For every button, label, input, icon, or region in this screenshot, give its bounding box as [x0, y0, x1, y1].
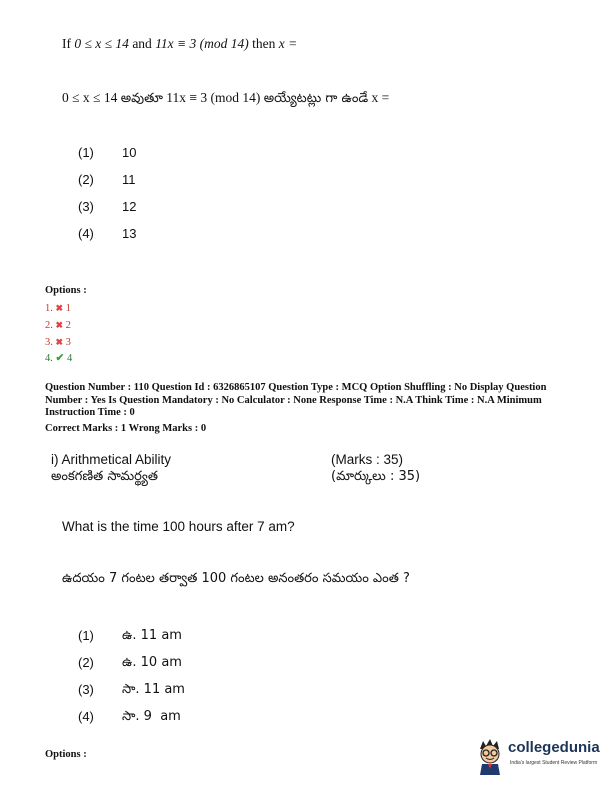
question-1-options	[78, 145, 136, 253]
answer-item-correct: 4. ✔ 4	[45, 353, 73, 364]
cross-icon: ✖	[55, 303, 64, 313]
answer-item: 2. ✖ 2	[45, 320, 71, 331]
collegedunia-logo	[474, 737, 604, 777]
question-1-telugu: 0 ≤ x ≤ 14 అవుతూ 11x ≡ 3 (mod 14) అయ్యేటట్లు గా ఉండే x =	[62, 90, 390, 106]
question-2-options	[78, 628, 185, 736]
check-icon: ✔	[55, 353, 65, 364]
logo-name: collegedunia	[508, 739, 600, 756]
logo-tagline: India's largest Student Review Platform	[510, 760, 598, 766]
option-row: (3) సా. 11 am	[78, 682, 185, 697]
answer-item: 1. ✖ 1	[45, 303, 71, 314]
section-title-english: i) Arithmetical Ability	[51, 452, 172, 467]
answer-item: 3. ✖ 3	[45, 337, 71, 348]
option-row: (1) 10	[78, 145, 137, 160]
options-heading-2: Options :	[45, 749, 87, 760]
option-row: (3) 12	[78, 199, 137, 214]
question-metadata: Question Number : 110 Question Id : 6326865107 Question Type : MCQ Option Shuffling : No Display Question Number : Yes Is Question Mandatory : No Calculator : None Response Time : N.A Think Time : N.A Minimum Instruction Time : 0 Correct Marks : 1 Wrong Marks : 0	[45, 382, 547, 434]
question-2-english: What is the time 100 hours after 7 am?	[62, 519, 295, 534]
option-row: (1) ఉ. 11 am	[78, 628, 182, 643]
question-1-english: If 0 ≤ x ≤ 14 and 11x ≡ 3 (mod 14) then x =	[62, 36, 298, 51]
option-row: (4) సా. 9 am	[78, 709, 181, 724]
option-row: (2) 11	[78, 172, 136, 187]
section-title-telugu: అంకగణిత సామర్థ్యత	[51, 469, 159, 484]
section-header	[51, 451, 571, 485]
mascot-icon	[474, 737, 506, 777]
option-row: (2) ఉ. 10 am	[78, 655, 182, 670]
section-marks: (Marks : 35) (మార్కులు : 35)	[331, 452, 421, 484]
options-heading: Options :	[45, 285, 87, 296]
cross-icon: ✖	[55, 337, 64, 347]
answer-key	[45, 300, 72, 367]
cross-icon: ✖	[55, 320, 64, 330]
option-row: (4) 13	[78, 226, 137, 241]
question-2-telugu: ఉదయం 7 గంటల తర్వాత 100 గంటల అనంతరం సమయం ఎంత ?	[62, 571, 410, 586]
